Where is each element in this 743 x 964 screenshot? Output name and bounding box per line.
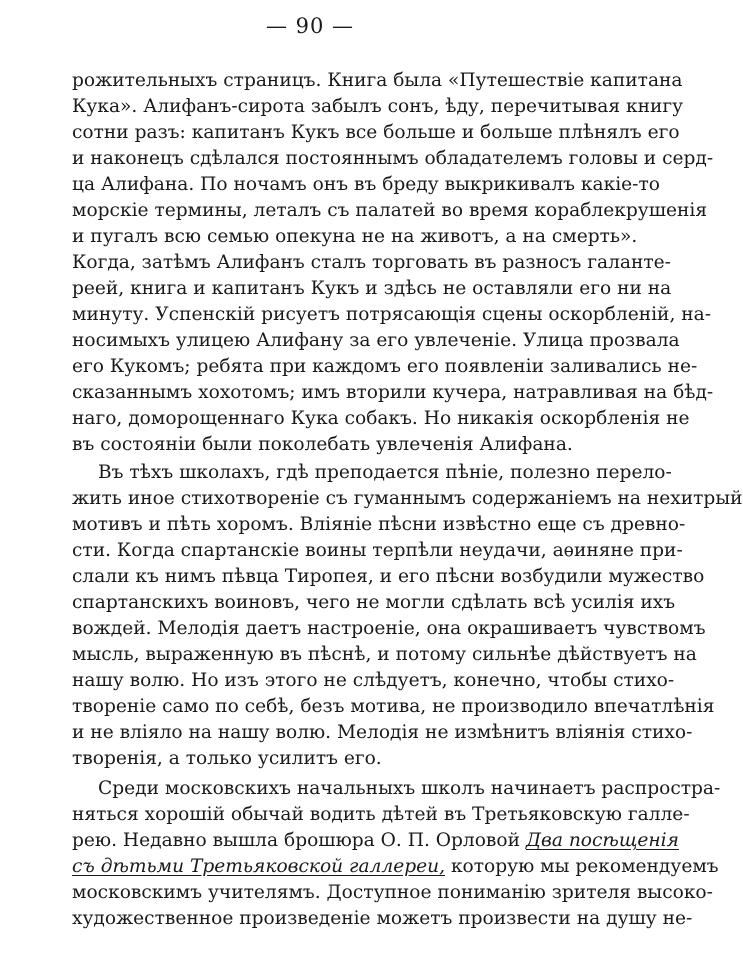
italic-book-title: Два посѣщенія: [525, 830, 679, 851]
text-line: ца Алифана. По ночамъ онъ въ бреду выкрикивалъ какіе-то: [72, 174, 660, 195]
text-line: московскимъ учителямъ. Доступное пониманію зрителя высоко-: [72, 882, 713, 903]
text-line: вождей. Мелодія даетъ настроеніе, она окрашиваетъ чувствомъ: [72, 618, 706, 639]
text-line: Въ тѣхъ школахъ, гдѣ преподается пѣніе, полезно перело-: [98, 462, 672, 483]
text-line: Кука». Алифанъ-сирота забылъ сонъ, ѣду, перечитывая книгу: [72, 96, 684, 117]
text-line: художественное произведеніе можетъ произвести на душу не-: [72, 908, 693, 929]
text-segment: которую мы рекомендуемъ: [450, 856, 719, 877]
page-number: — 90 —: [265, 14, 355, 38]
text-line: реей, книга и капитанъ Кукъ и здѣсь не оставляли его ни на: [72, 278, 672, 299]
text-line: и пугалъ всю семью опекуна не на животъ, а на смерть».: [72, 226, 638, 247]
text-line: Когда, затѣмъ Алифанъ сталъ торговать въ разносъ галанте-: [72, 252, 671, 273]
text-line: и наконецъ сдѣлался постояннымъ обладателемъ головы и серд-: [72, 148, 714, 169]
text-line: мотивъ и пѣть хоромъ. Вліяніе пѣсни извѣстно еще съ древно-: [72, 514, 686, 535]
text-segment: рею. Недавно вышла брошюра О. П. Орловой: [72, 830, 520, 851]
text-line: рожительныхъ страницъ. Книга была «Путешествіе капитана: [72, 70, 683, 91]
text-line: наго, доморощеннаго Кука собакъ. Но никакія оскорбленія не: [72, 408, 690, 429]
text-line: его Кукомъ; ребята при каждомъ его появленіи заливались не-: [72, 356, 698, 377]
text-line: Среди московскихъ начальныхъ школъ начинаетъ распростра-: [98, 778, 721, 799]
text-line: нашу волю. Но изъ этого не слѣдуетъ, конечно, чтобы стихо-: [72, 670, 675, 691]
text-line: спартанскихъ воиновъ, чего не могли сдѣлать всѣ усилія ихъ: [72, 592, 676, 613]
italic-book-title: съ дѣтьми Третьяковской галлереи,: [72, 856, 446, 877]
text-line: творенія, а только усилитъ его.: [72, 748, 382, 769]
text-line: мысль, выраженную въ пѣснѣ, и потому сильнѣе дѣйствуетъ на: [72, 644, 697, 665]
text-line: сказаннымъ хохотомъ; имъ вторили кучера, натравливая на бѣд-: [72, 382, 714, 403]
text-line: няться хорошій обычай водить дѣтей въ Третьяковскую галле-: [72, 804, 690, 825]
text-line-with-title: [72, 828, 679, 854]
text-line: въ состояніи были поколебать увлеченія Алифана.: [72, 434, 573, 455]
text-line: твореніе само по себѣ, безъ мотива, не производило впечатлѣнія: [72, 696, 715, 717]
text-line: и не вліяло на нашу волю. Мелодія не измѣнитъ вліянія стихо-: [72, 722, 693, 743]
text-line: морскіе термины, леталъ съ палатей во время кораблекрушенія: [72, 200, 708, 221]
text-line: сотни разъ: капитанъ Кукъ все больше и больше плѣнялъ его: [72, 122, 680, 143]
text-line: слали къ нимъ пѣвца Тиропея, и его пѣсни возбудили мужество: [72, 566, 705, 587]
text-line: минуту. Успенскій рисуетъ потрясающія сцены оскорбленій, на-: [72, 304, 712, 325]
text-line-with-title: [72, 854, 719, 880]
text-line: сти. Когда спартанскіе воины терпѣли неудачи, аѳиняне при-: [72, 540, 683, 561]
text-line: жить иное стихотвореніе съ гуманнымъ содержаніемъ на нехитрый: [72, 488, 743, 509]
text-line: носимыхъ улицею Алифану за его увлеченіе. Улица прозвала: [72, 330, 680, 351]
